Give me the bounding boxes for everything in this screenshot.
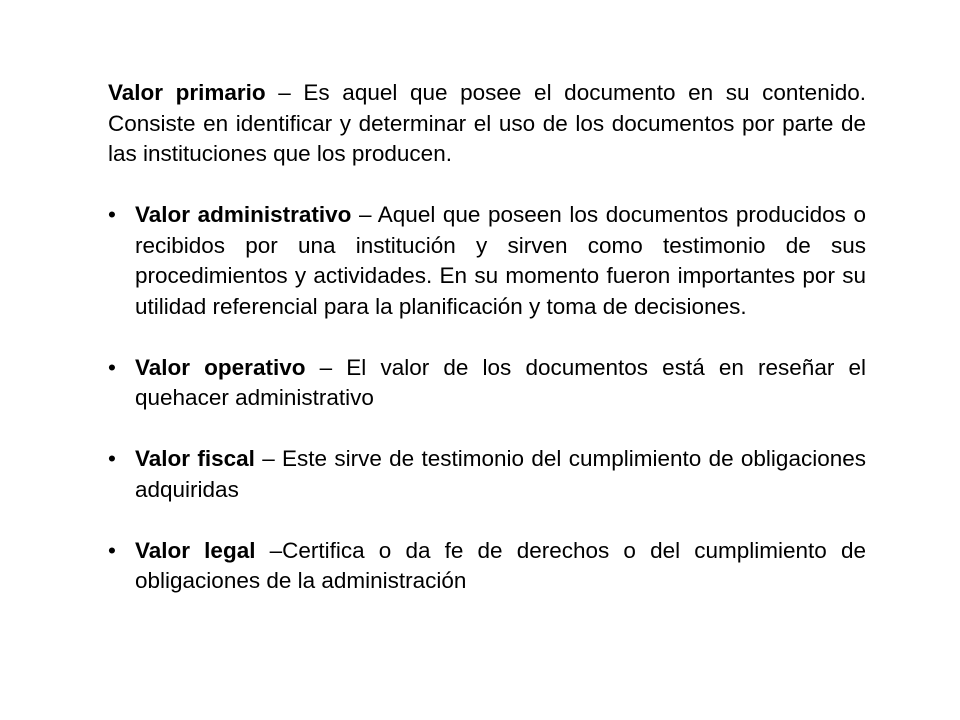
bullet-item-legal — [108, 536, 866, 597]
bullet-dot-icon: • — [108, 202, 116, 227]
bullet-dot-icon: • — [108, 446, 116, 471]
bullet-term: Valor fiscal — [135, 446, 255, 471]
bullet-term: Valor operativo — [135, 354, 306, 380]
intro-paragraph — [108, 78, 866, 170]
bullet-dot-icon: • — [108, 537, 116, 563]
bullet-text: – El valor de los documentos está en reseñar el quehacer administrativo — [135, 354, 866, 410]
bullet-item-fiscal — [108, 444, 866, 505]
slide-content — [108, 78, 866, 597]
bullet-text: – Aquel que poseen los documentos producidos o recibidos por una institución y sirven como testimonio de sus procedimientos y actividades. En su momento fueron importantes por su utilidad referencial para la planificación y toma de decisiones. — [135, 202, 866, 319]
bullet-text: – Este sirve de testimonio del cumplimiento de obligaciones adquiridas — [135, 446, 866, 502]
bullet-item-operativo — [108, 353, 866, 414]
bullet-dot-icon: • — [108, 354, 116, 380]
intro-text: – Es aquel que posee el documento en su contenido. Consiste en identificar y determinar el uso de los documentos por parte de las instituciones que los producen. — [108, 80, 866, 166]
bullet-item-administrativo — [108, 200, 866, 322]
bullet-term: Valor administrativo — [135, 202, 352, 227]
intro-term: Valor primario — [108, 80, 266, 105]
bullet-term: Valor legal — [135, 537, 256, 563]
bullet-text: –Certifica o da fe de derechos o del cumplimiento de obligaciones de la administración — [135, 537, 866, 593]
